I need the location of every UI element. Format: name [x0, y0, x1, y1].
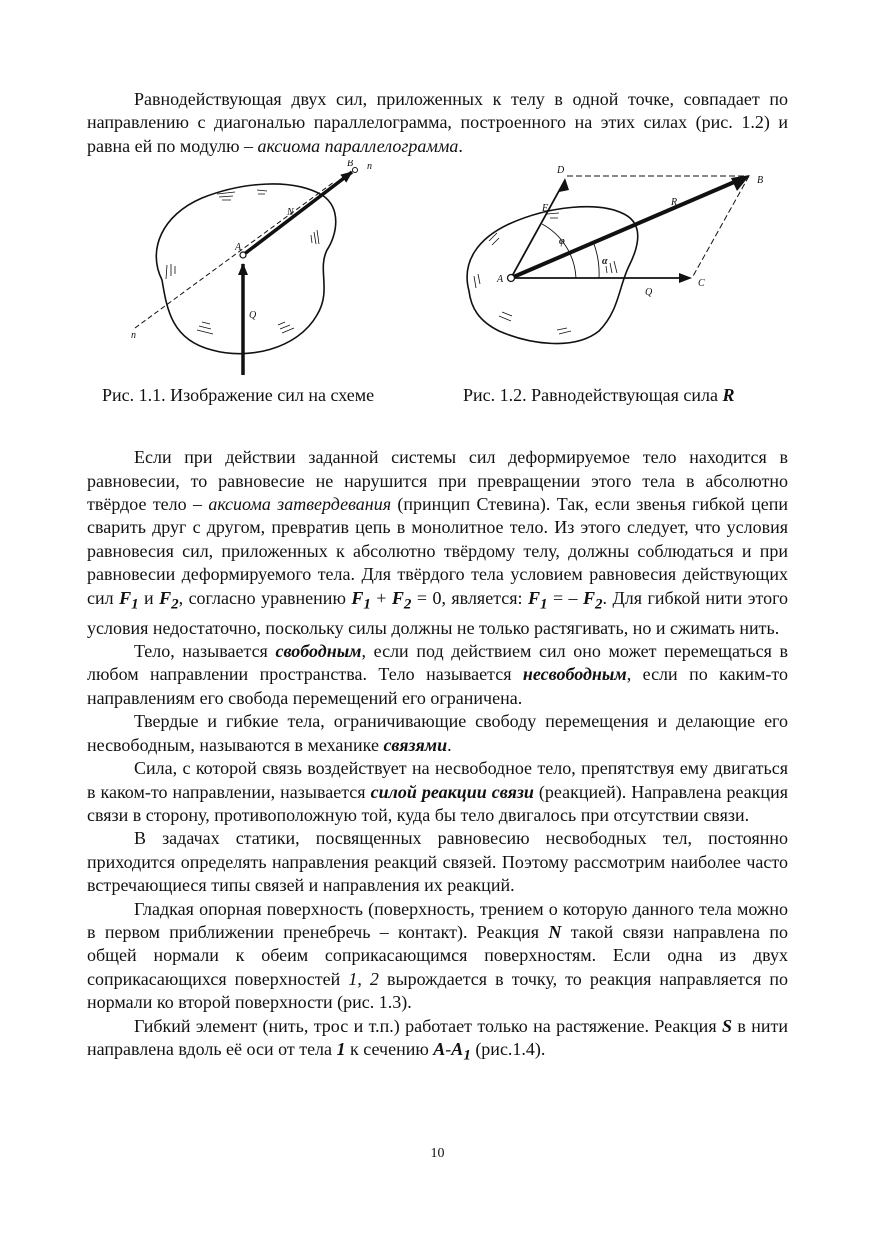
label-q-2: Q [645, 287, 653, 299]
normal-line [135, 182, 334, 328]
label-alpha: α [602, 256, 608, 268]
paragraph-reaction-force: Сила, с которой связь воздействует на несвободное тело, препятствуя ему двигаться в каком-то направлении, называется силой реакции связи (реакцией). Направлена реакция связи в сторону, противоположную той, куда бы тело двигалось при отсутствии связи. [87, 758, 788, 825]
paragraph-constraints: Твердые и гибкие тела, ограничивающие свободу перемещения и делающие его несвободным, называются в механике связями. [87, 711, 788, 755]
figure-1-2 [459, 166, 779, 351]
dashed-bc [692, 176, 749, 278]
paragraph-free-body: Тело, называется свободным, если под действием сил оно может перемещаться в любом направлении пространства. Тело называется несвободным, если по каким-то направлениям его свобода перемещений его ограничена. [87, 641, 788, 708]
label-a: A [235, 242, 242, 254]
figure-1-1 [127, 160, 387, 380]
point-b [353, 168, 358, 173]
label-n-force: N [287, 207, 294, 219]
figure-1-1-caption: Рис. 1.1. Изображение сил на схеме [102, 385, 375, 406]
label-b-2: B [757, 175, 764, 187]
page-number: 10 [430, 1146, 445, 1161]
point-a-2 [508, 275, 515, 282]
label-r: R [671, 197, 678, 209]
angle-alpha-arc [594, 244, 599, 278]
label-phi: φ [559, 236, 565, 248]
paragraph-flexible-element: Гибкий элемент (нить, трос и т.п.) работает только на растяжение. Реакция S в нити направлена вдоль её оси от тела 1 к сечению $A-A_1$ (рис.1.4). [87, 1015, 789, 1064]
figure-1-2-caption: Рис. 1.2. Равнодействующая сила R [463, 385, 735, 406]
label-b: B [347, 160, 354, 170]
body-outline [156, 184, 335, 354]
figure-1-2-drawing [459, 166, 779, 351]
force-r-head [731, 175, 750, 191]
label-q: Q [249, 310, 257, 322]
figures-row [87, 158, 788, 406]
body-hatching-2 [474, 209, 617, 334]
label-f: F [542, 203, 549, 215]
label-a-2: A [497, 274, 504, 286]
force-q-head [679, 273, 692, 283]
paragraph-statics-problems: В задачах статики, посвященных равновесию несвободных тел, постоянно приходится определять направления реакций связей. Поэтому рассмотрим наиболее часто встречающиеся типы связей и направления их реакций. [87, 828, 788, 896]
force-r-arrow [511, 180, 739, 278]
label-d: D [557, 166, 565, 177]
paragraph-smooth-surface: Гладкая опорная поверхность (поверхность, трением о которую данного тела можно в первом приближении пренебречь – контакт). Реакция N такой связи направлена по общей нормали к обеим соприкасающимся поверхностям. Если одна из двух соприкасающихся поверхностей 1, 2 вырождается в точку, то реакция направляется по нормали ко второй поверхности (рис. 1.3). [87, 898, 788, 1013]
paragraph-solidification-axiom: Если при действии заданной системы сил деформируемое тело находится в равновесии, то равновесие не нарушится при превращении этого тела в абсолютно твёрдое тело – аксиома затвердевания (принцип Стевина). Так, если звенья гибкой цепи сварить друг с другом, превратив цепь в монолитное тело. Из этого следует, что условия равновесия сил, приложенных к абсолютно твёрдому телу, должны соблюдаться и при равновесии деформируемого тела. Для твёрдого тела условием равновесия действующих сил $F_1$ и $F_2$, согласно уравнению $F_1 + F_2 = 0$, является: $F_1$ = – $F_2$. Для гибкой нити этого условия недостаточно, поскольку силы должны не только растягивать, но и сжимать нить. [87, 447, 789, 638]
force-f-arrow [511, 180, 565, 278]
body-outline-2 [467, 207, 638, 344]
label-n-bottom: n [131, 330, 136, 342]
label-n-top: n [367, 161, 372, 173]
label-c: C [698, 278, 705, 290]
paragraph-parallelogram-axiom: Равнодействующая двух сил, приложенных к телу в одной точке, совпадает по направлению с диагональю параллелограмма, построенного на этих силах (рис. 1.2) и равна ей по модулю – аксиома параллелограмма. [87, 89, 788, 156]
page-body [87, 88, 788, 1068]
figure-1-1-drawing [127, 160, 387, 380]
